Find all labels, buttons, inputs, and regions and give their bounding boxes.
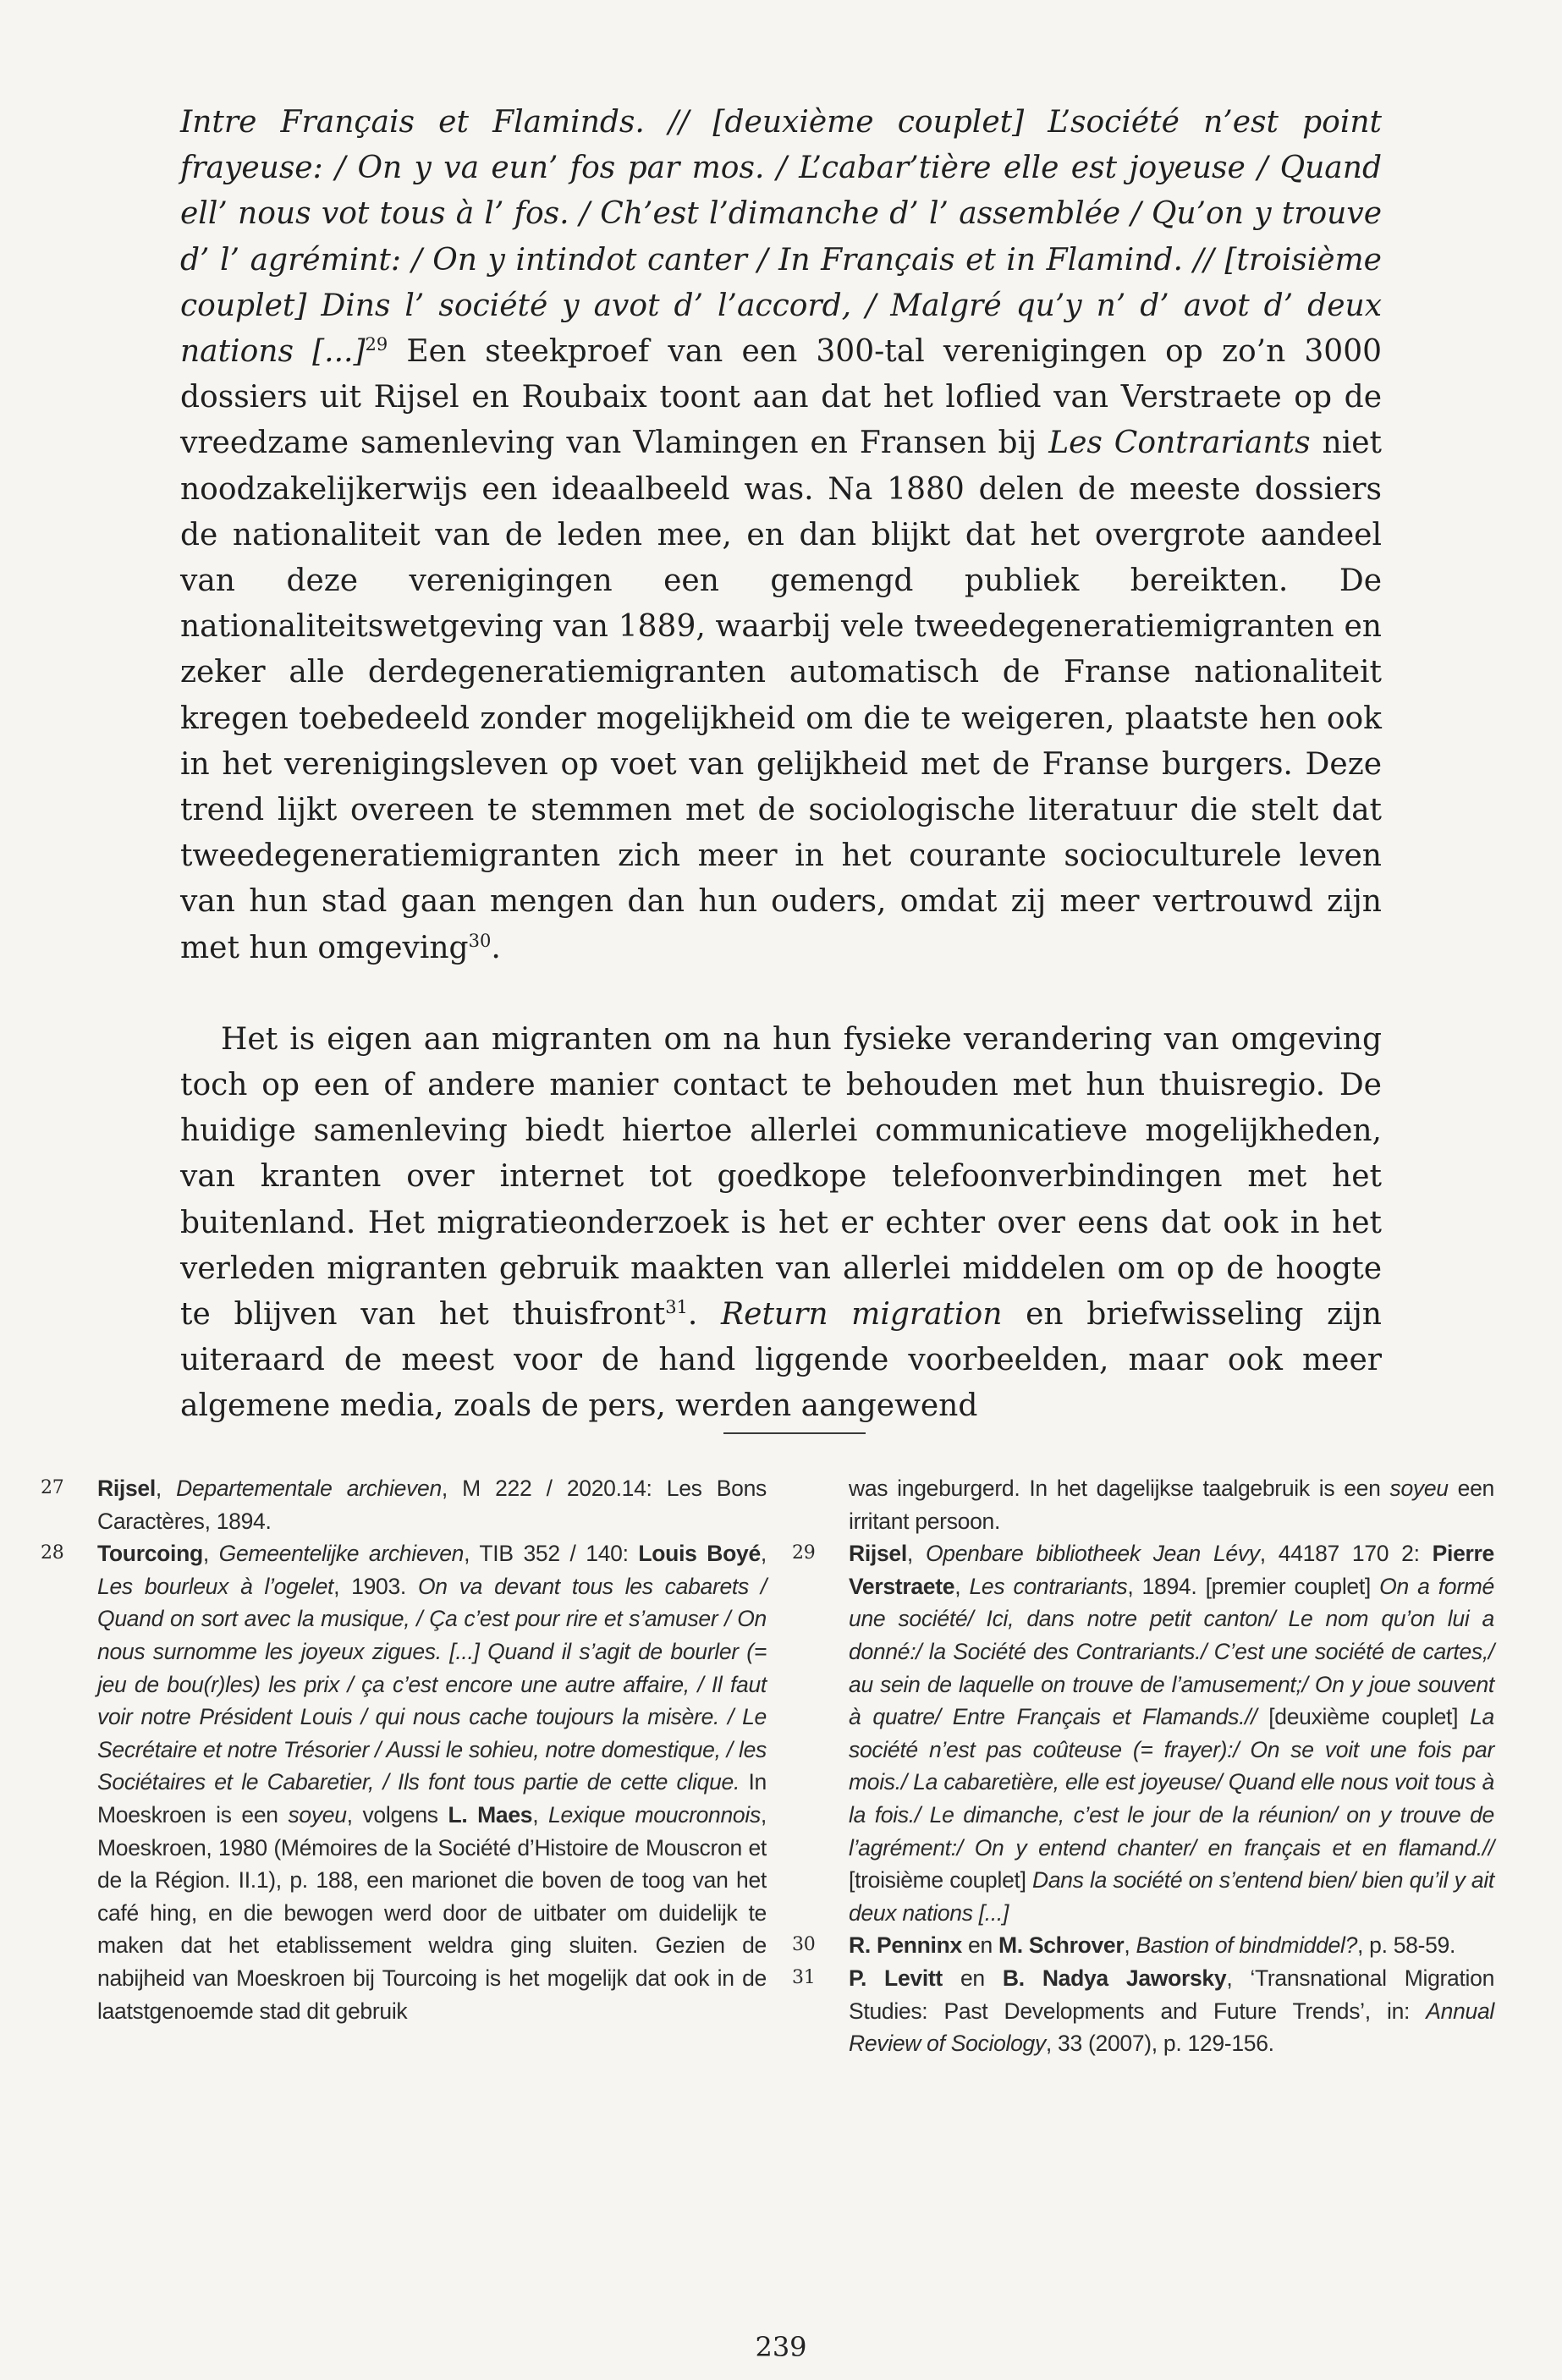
footnote-text: was ingeburgerd. In het dagelijkse taalgebruik is een bbox=[849, 1476, 1390, 1501]
paragraph-2-text: en briefwisseling zijn uiteraard de meest voor de hand liggende voorbeelden, maar ook meer algemene media, zoals de pers, werden aangewend bbox=[180, 1297, 1382, 1424]
footnote-text: , 44187 170 2: bbox=[1259, 1541, 1433, 1567]
footnote-text: , bbox=[906, 1541, 926, 1567]
footnote-text: een irritant persoon. bbox=[849, 1476, 1494, 1534]
main-text bbox=[180, 100, 1382, 1430]
footnote-text: Gemeentelijke archieven bbox=[218, 1541, 465, 1567]
paragraph-2-text: Het is eigen aan migranten om na hun fysieke verandering van omgeving toch op een of andere manier contact te behouden met hun thuisregio. De huidige samenleving biedt hiertoe allerlei communicatieve mogelijkheden, van kranten over internet tot goedkope telefoonverbindingen met het buitenland. Het migratieonderzoek is het er echter over eens dat ook in het verleden migranten gebruik maakten van allerlei middelen om op de hoogte te blijven van het thuisfront bbox=[180, 1021, 1382, 1333]
footnote-text: B. Nadya Jaworsky bbox=[1002, 1965, 1227, 1991]
footnote-text: M. Schrover bbox=[998, 1932, 1125, 1959]
footnote-text: Tourcoing bbox=[97, 1541, 203, 1567]
footnote-text: , 33 (2007), p. 129-156. bbox=[1045, 2031, 1274, 2057]
footnote-text: Dans la société on s’entend bien/ bien qu’il y ait deux nations [...] bbox=[849, 1867, 1494, 1926]
footnote-31 bbox=[785, 1962, 1494, 2060]
footnote-text: L. Maes bbox=[448, 1801, 533, 1828]
footnote-text: Bastion of bindmiddel? bbox=[1136, 1932, 1358, 1959]
footnote-text: Annual Review of Sociology bbox=[849, 1998, 1494, 2057]
footnote-text: , bbox=[532, 1801, 549, 1828]
footnote-text: , M 222 / 2020.14: Les Bons Caractères, 1894. bbox=[97, 1476, 767, 1534]
footnote-text: , 1903. bbox=[333, 1573, 418, 1599]
footnote-text: Departementale archieven bbox=[176, 1476, 442, 1501]
footnote-text: , bbox=[954, 1573, 970, 1599]
paragraph-2 bbox=[180, 1017, 1382, 1430]
paragraph-1 bbox=[180, 100, 1382, 971]
footnote-number: 28 bbox=[41, 1542, 64, 1564]
paragraph-1-text: Een steekproef van een 300-tal verenigingen op zo’n 3000 dossiers uit Rijsel en Roubaix toont aan dat het loflied van Verstraete op de vreedzame samenleving van Vlamingen en Fransen bij bbox=[180, 334, 1383, 461]
footnote-number: 27 bbox=[41, 1477, 64, 1498]
footnote-text: Pierre Verstraete bbox=[849, 1541, 1494, 1599]
footnote-text: , volgens bbox=[346, 1801, 448, 1828]
footnote-ref-31[interactable]: 31 bbox=[665, 1297, 688, 1318]
footnote-text: On a formé une société/ Ici, dans notre petit canton/ Le nom qu’on lui a donné:/ la Société des Contrariants./ C’est une société de cartes,/ au sein de laquelle on trouve de l’amusement;/ On y joue souvent à quatre/ Entre Français et Flamands.// bbox=[849, 1573, 1494, 1730]
footnote-30 bbox=[785, 1929, 1494, 1962]
footnote-number: 29 bbox=[792, 1542, 816, 1564]
footnote-ref-29[interactable]: 29 bbox=[365, 334, 388, 355]
footnote-text: In Moeskroen is een bbox=[97, 1769, 767, 1828]
paragraph-1-text: niet noodzakelijkerwijs een ideaalbeeld was. Na 1880 delen de meeste dossiers de nationaliteit van de leden mee, en dan blijkt dat het overgrote aandeel van deze verenigingen een gemengd publiek bereikten. De nationaliteitswetgeving van 1889, waarbij vele tweedegeneratiemigranten en zeker alle derdegeneratiemigranten automatisch de Franse nationaliteit kregen toebedeeld zonder mogelijkheid om die te weigeren, plaatste hen ook in het verenigingsleven op voet van gelijkheid met de Franse burgers. Deze trend lijkt overeen te stemmen met de sociologische literatuur die stelt dat tweedegeneratiemigranten zich meer in het courante socioculturele leven van hun stad gaan mengen dan hun ouders, omdat zij meer vertrouwd zijn met hun omgeving bbox=[180, 426, 1383, 965]
footnote-text: , TIB 352 / 140: bbox=[464, 1541, 639, 1567]
footnote-text: Lexique moucronnois bbox=[548, 1801, 761, 1828]
footnotes-right-column bbox=[785, 1472, 1494, 2060]
footnote-text: soyeu bbox=[1389, 1476, 1449, 1501]
footnote-28-continued bbox=[785, 1472, 1494, 1537]
title-italic: Les Contrariants bbox=[1048, 426, 1311, 461]
footnote-number: 30 bbox=[792, 1934, 816, 1956]
footnote-text: , 1894. [premier couplet] bbox=[1127, 1573, 1380, 1599]
footnote-text: en bbox=[942, 1965, 1003, 1991]
footnote-text: Rijsel bbox=[97, 1476, 156, 1501]
footnote-text: , p. 58-59. bbox=[1357, 1932, 1456, 1959]
footnote-text: [troisième couplet] bbox=[849, 1867, 1032, 1894]
footnote-text: , bbox=[202, 1541, 219, 1567]
footnote-text: Louis Boyé bbox=[638, 1541, 761, 1567]
footnote-text: Les contrariants bbox=[969, 1573, 1128, 1599]
footnote-text: R. Penninx bbox=[849, 1932, 962, 1959]
footnote-29 bbox=[785, 1537, 1494, 1929]
footnote-number: 31 bbox=[792, 1966, 816, 1988]
term-italic: Return migration bbox=[721, 1297, 1003, 1333]
footnote-text: soyeu bbox=[288, 1801, 347, 1828]
footnote-text: Rijsel bbox=[849, 1541, 907, 1567]
footnote-text: Openbare bibliotheek Jean Lévy bbox=[925, 1541, 1260, 1567]
footnote-text: P. Levitt bbox=[849, 1965, 943, 1991]
paragraph-1-text: . bbox=[491, 930, 501, 965]
page-number: 239 bbox=[755, 2331, 807, 2363]
footnote-text: , ‘Transnational Migration Studies: Past Developments and Future Trends’, in: bbox=[849, 1965, 1495, 2024]
footnotes-left-column bbox=[34, 1472, 767, 2027]
footnote-text: , Moeskroen, 1980 (Mémoires de la Société d’Histoire de Mouscron et de la Région. II.1), p. 188, een marionet die boven de toog van het café hing, en die bewogen werd door de uitbater om duidelijk te maken dat het etablissement weldra ging sluiten. Gezien de nabijheid van Moeskroen bij Tourcoing is het mogelijk dat ook in de laatstgenoemde stad dit gebruik bbox=[97, 1801, 767, 2024]
footnote-text: La société n’est pas coûteuse (= frayer):/ On se voit une fois par mois./ La cabaretière, elle est joyeuse/ Quand elle nous voit tous à la fois./ Le dimanche, c’est le jour de la réunion/ on y trouve de l’agrément:/ On y entend chanter/ en français et en flamand.// bbox=[849, 1704, 1494, 1861]
footnote-text: Les bourleux à l’ogelet bbox=[97, 1573, 334, 1599]
song-quote: Intre Français et Flaminds. // [deuxième couplet] L’société n’est point frayeuse: / On y va eun’ fos par mos. / L’cabar’tière elle est joyeuse / Quand ell’ nous vot tous à l’ fos. / Ch’est l’dimanche d’ l’ assemblée / Qu’on y trouve d’ l’ agrémint: / On y intindot canter / In Français et in Flamind. // [troisième couplet] Dins l’ société y avot d’ l’accord, / Malgré qu’y n’ d’ avot d’ deux nations [...] bbox=[180, 105, 1382, 370]
footnote-divider bbox=[723, 1432, 866, 1434]
footnote-27 bbox=[34, 1472, 767, 1537]
footnote-28 bbox=[34, 1537, 767, 2027]
footnote-text: On va devant tous les cabarets / Quand on sort avec la musique, / Ça c’est pour rire et s’amuser / On nous surnomme les joyeux zigues. [...] Quand il s’agit de bourler (= jeu de bou(r)les) les prix / ça c’est encore une autre affaire, / Il faut voir notre Président Louis / qui nous cache toujours la misère. / Le Secrétaire et notre Trésorier / Aussi le sohieu, notre domestique, / les Sociétaires et le Cabaretier, / Ils font tous partie de cette clique. bbox=[97, 1573, 767, 1795]
footnote-text: , bbox=[760, 1541, 767, 1567]
footnote-text: en bbox=[961, 1932, 998, 1959]
footnote-ref-30[interactable]: 30 bbox=[468, 930, 492, 951]
paragraph-2-text: . bbox=[687, 1297, 722, 1333]
footnote-text: , bbox=[1124, 1932, 1136, 1959]
footnote-text: [deuxième couplet] bbox=[1257, 1704, 1471, 1730]
footnote-text: , bbox=[155, 1476, 177, 1501]
